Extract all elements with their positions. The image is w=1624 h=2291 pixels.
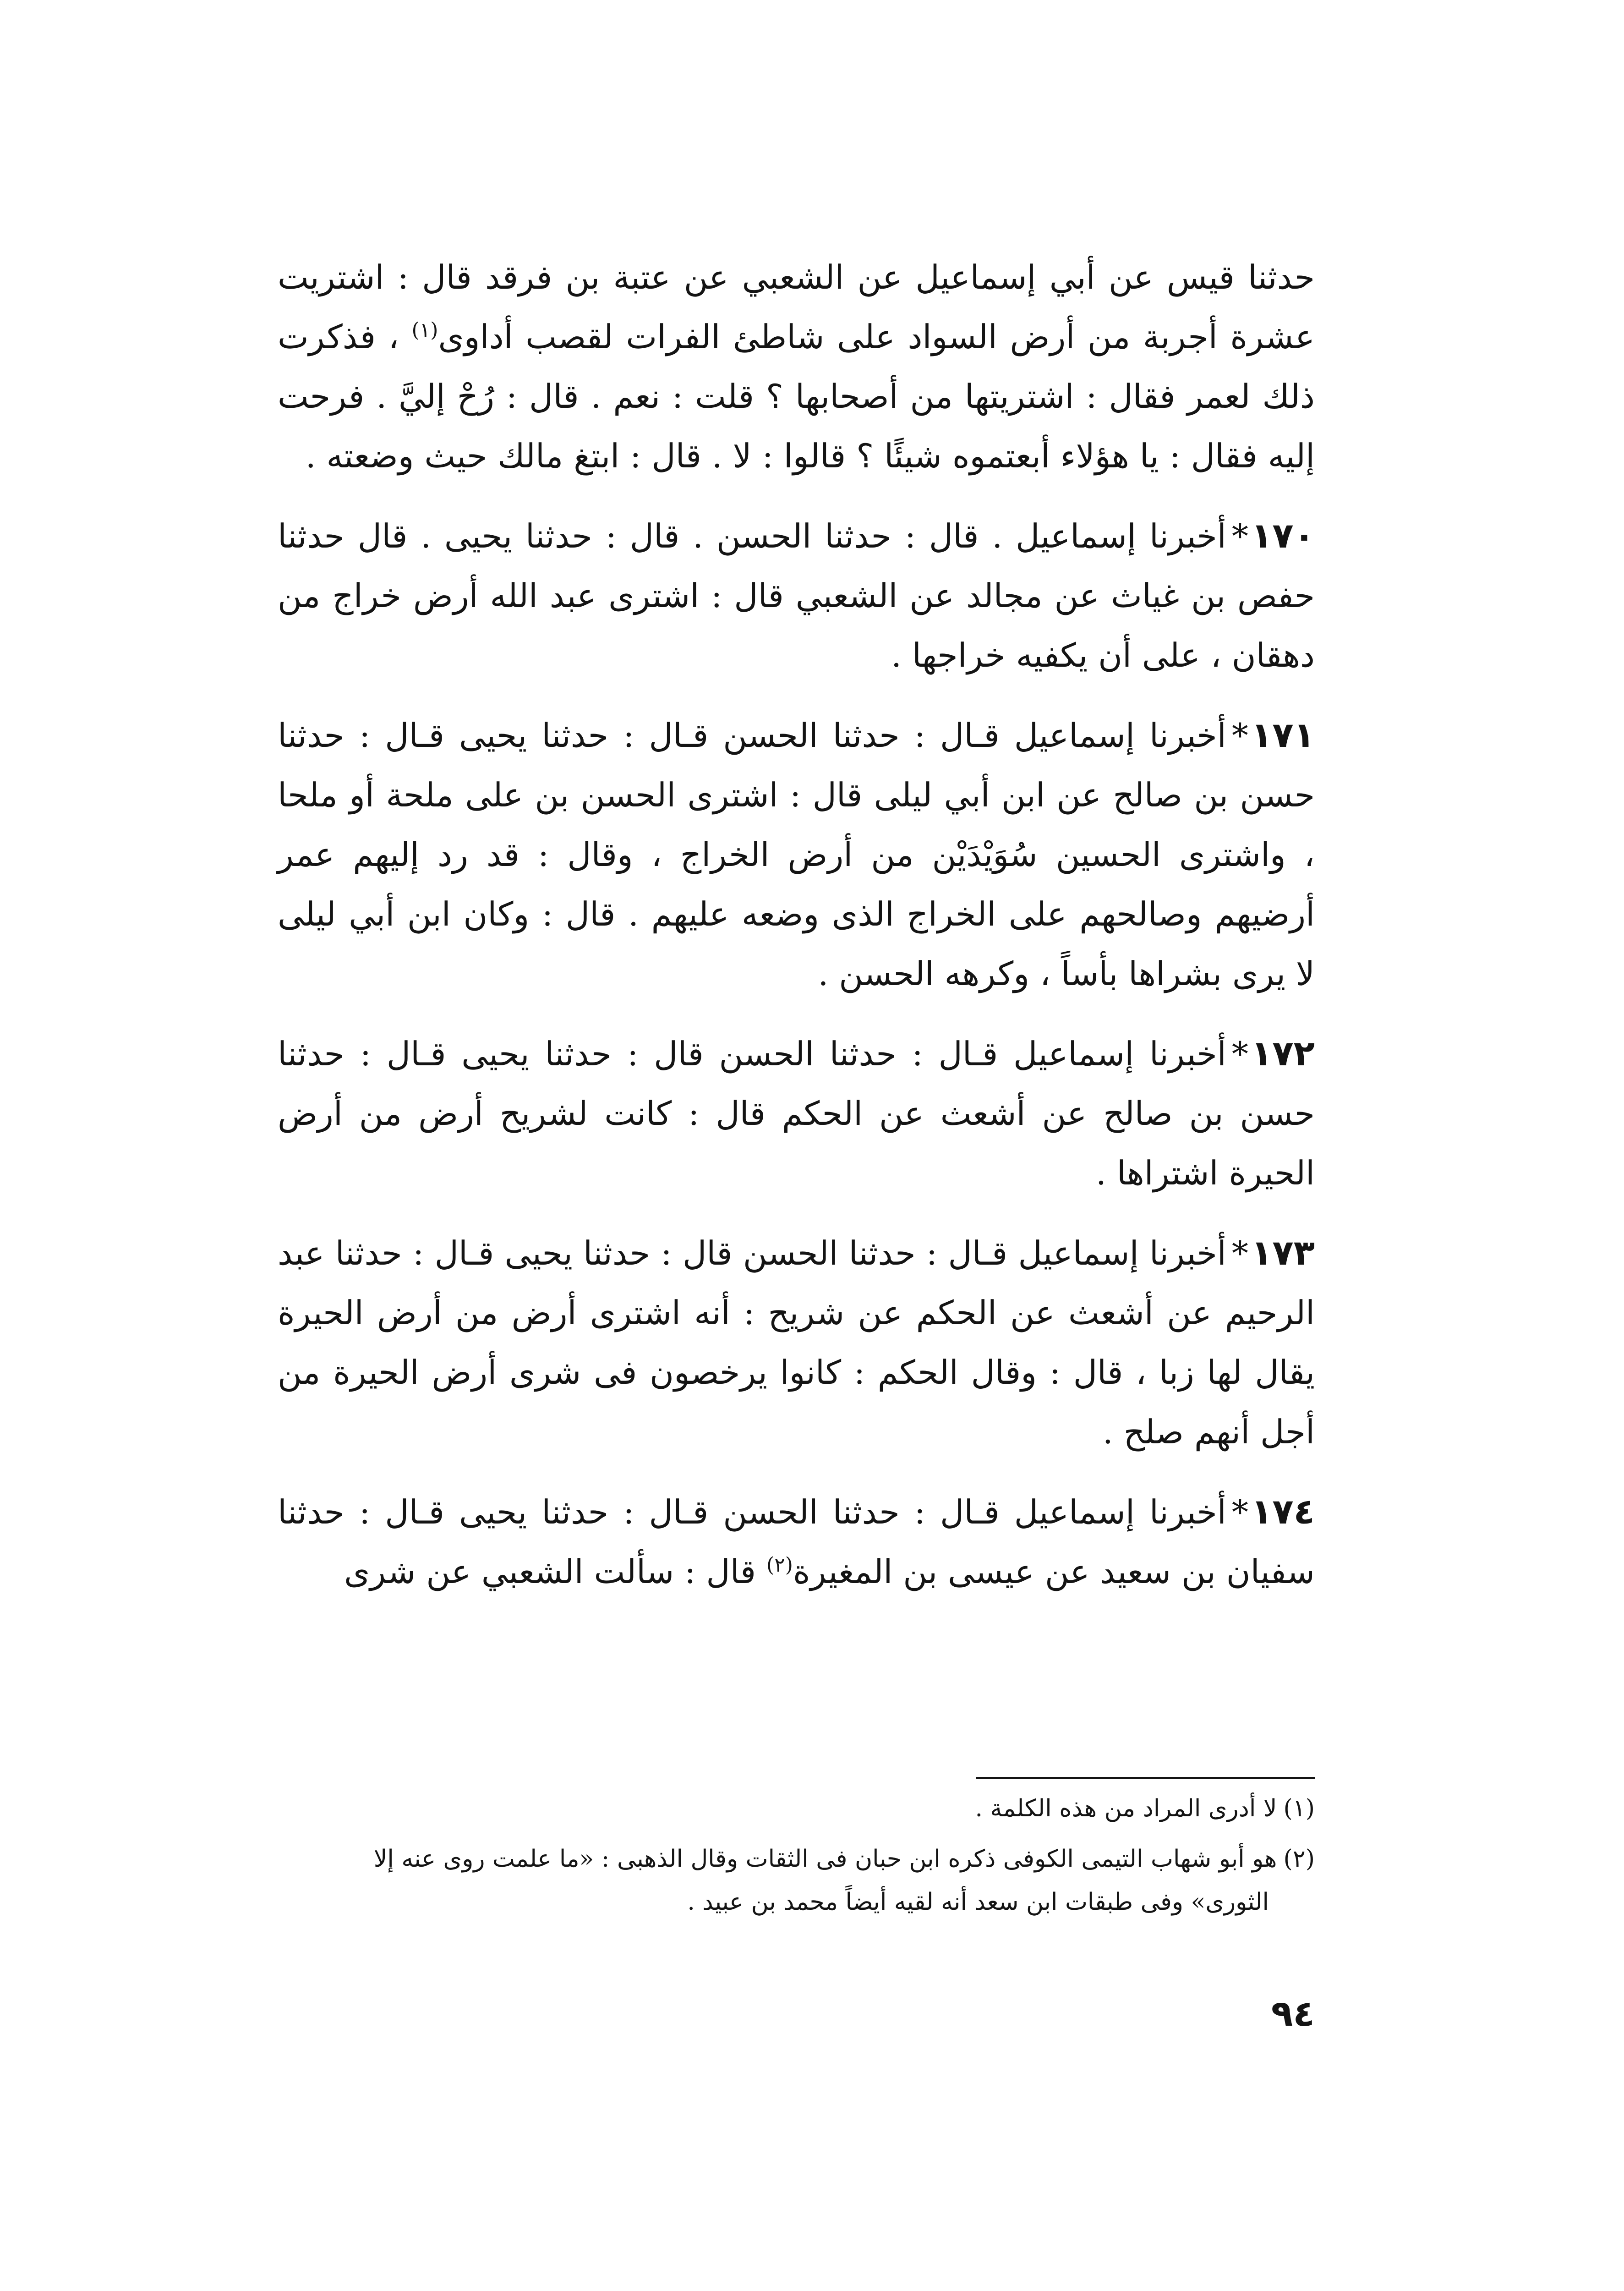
footnote-divider xyxy=(976,1777,1315,1779)
footnote-ref-1: (١) xyxy=(411,318,438,342)
footnotes xyxy=(278,1787,1315,1931)
star-marker: * xyxy=(1231,716,1248,755)
footnote-ref-2: (٢) xyxy=(766,1553,793,1577)
hadith-number: ١٧٢ xyxy=(1251,1033,1315,1074)
paragraph-text: أخبرنا إسماعيل . قال : حدثنا الحسن . قال : حدثنا يحيى . قال حدثنا حفص بن غياث عن مجالد عن الشعبي قال : اشترى عبد الله أرض خراج من دهقان ، على أن يكفيه خراجها . xyxy=(278,517,1315,674)
paragraph-172 xyxy=(278,1024,1315,1203)
main-text xyxy=(278,247,1315,1601)
paragraph-text: أخبرنا إسماعيل قـال : حدثنا الحسن قـال : حدثنا يحيى قـال : حدثنا سفيان بن سعيد عن عيسى بن المغيرة xyxy=(278,1493,1315,1591)
footnote-text: لا أدرى المراد من هذه الكلمة . xyxy=(975,1795,1277,1822)
footnote-number: (١) xyxy=(1283,1795,1315,1822)
hadith-number: ١٧٣ xyxy=(1251,1232,1315,1273)
paragraph-text: أخبرنا إسماعيل قـال : حدثنا الحسن قال : حدثنا يحيى قـال : حدثنا عبد الرحيم عن أشعث عن الحكم عن شريح : أنه اشترى أرض من أرض الحيرة يقال لها زبا ، قال : وقال الحكم : كانوا يرخصون فى شرى أرض الحيرة من أجل أنهم صلح . xyxy=(278,1234,1315,1451)
footnote-1 xyxy=(278,1787,1315,1830)
footnote-text-continued: الثورى» وفى طبقات ابن سعد أنه لقيه أيضاً محمد بن عبيد . xyxy=(687,1888,1269,1916)
paragraph-text: قال : سألت الشعبي عن شرى xyxy=(344,1552,766,1591)
footnote-number: (٢) xyxy=(1283,1845,1315,1873)
paragraph-text: أخبرنا إسماعيل قـال : حدثنا الحسن قـال : حدثنا يحيى قـال : حدثنا حسن بن صالح عن ابن أبي ليلى قال : اشترى الحسن بن على ملحة أو ملحا ، واشترى الحسين سُوَيْدَيْن من أرض الخراج ، وقال : قد رد إليهم عمر أرضيهم وصالحهم على الخراج الذى وضعه عليهم . قال : وكان ابن أبي ليلى لا يرى بشراها بأساً ، وكرهه الحسن . xyxy=(278,716,1315,993)
star-marker: * xyxy=(1231,1035,1248,1073)
paragraph-text: ، فذكرت ذلك لعمر فقال : اشتريتها من أصحابها ؟ قلت : نعم . قال : رُحْ إليَّ . فرحت إليه فقال : يا هؤلاء أبعتموه شيئًا ؟ قالوا : لا . قال : ابتغ مالك حيث وضعته . xyxy=(278,318,1315,475)
paragraph-170 xyxy=(278,506,1315,685)
footnote-2 xyxy=(278,1837,1315,1924)
paragraph-text: حدثنا قيس عن أبي إسماعيل عن الشعبي عن عتبة بن فرقد قال : اشتريت عشرة أجربة من أرض السواد على شاطئ الفرات لقصب أداوى xyxy=(278,258,1315,356)
paragraph-continued xyxy=(278,247,1315,486)
paragraph-174 xyxy=(278,1482,1315,1601)
hadith-number: ١٧٤ xyxy=(1251,1491,1315,1532)
paragraph-171 xyxy=(278,705,1315,1003)
paragraph-text: أخبرنا إسماعيل قـال : حدثنا الحسن قال : حدثنا يحيى قـال : حدثنا حسن بن صالح عن أشعث عن الحكم قال : كانت لشريح أرض من أرض الحيرة اشتراها . xyxy=(278,1035,1315,1192)
star-marker: * xyxy=(1231,1493,1248,1531)
hadith-number: ١٧١ xyxy=(1251,714,1315,755)
footnote-text: هو أبو شهاب التيمى الكوفى ذكره ابن حبان فى الثقات وقال الذهبى : «ما علمت روى عنه إلا xyxy=(373,1845,1277,1873)
page-number: ٩٤ xyxy=(1271,1993,1315,2034)
star-marker: * xyxy=(1231,517,1248,555)
star-marker: * xyxy=(1231,1234,1248,1272)
paragraph-173 xyxy=(278,1223,1315,1462)
hadith-number: ١٧٠ xyxy=(1251,515,1315,556)
